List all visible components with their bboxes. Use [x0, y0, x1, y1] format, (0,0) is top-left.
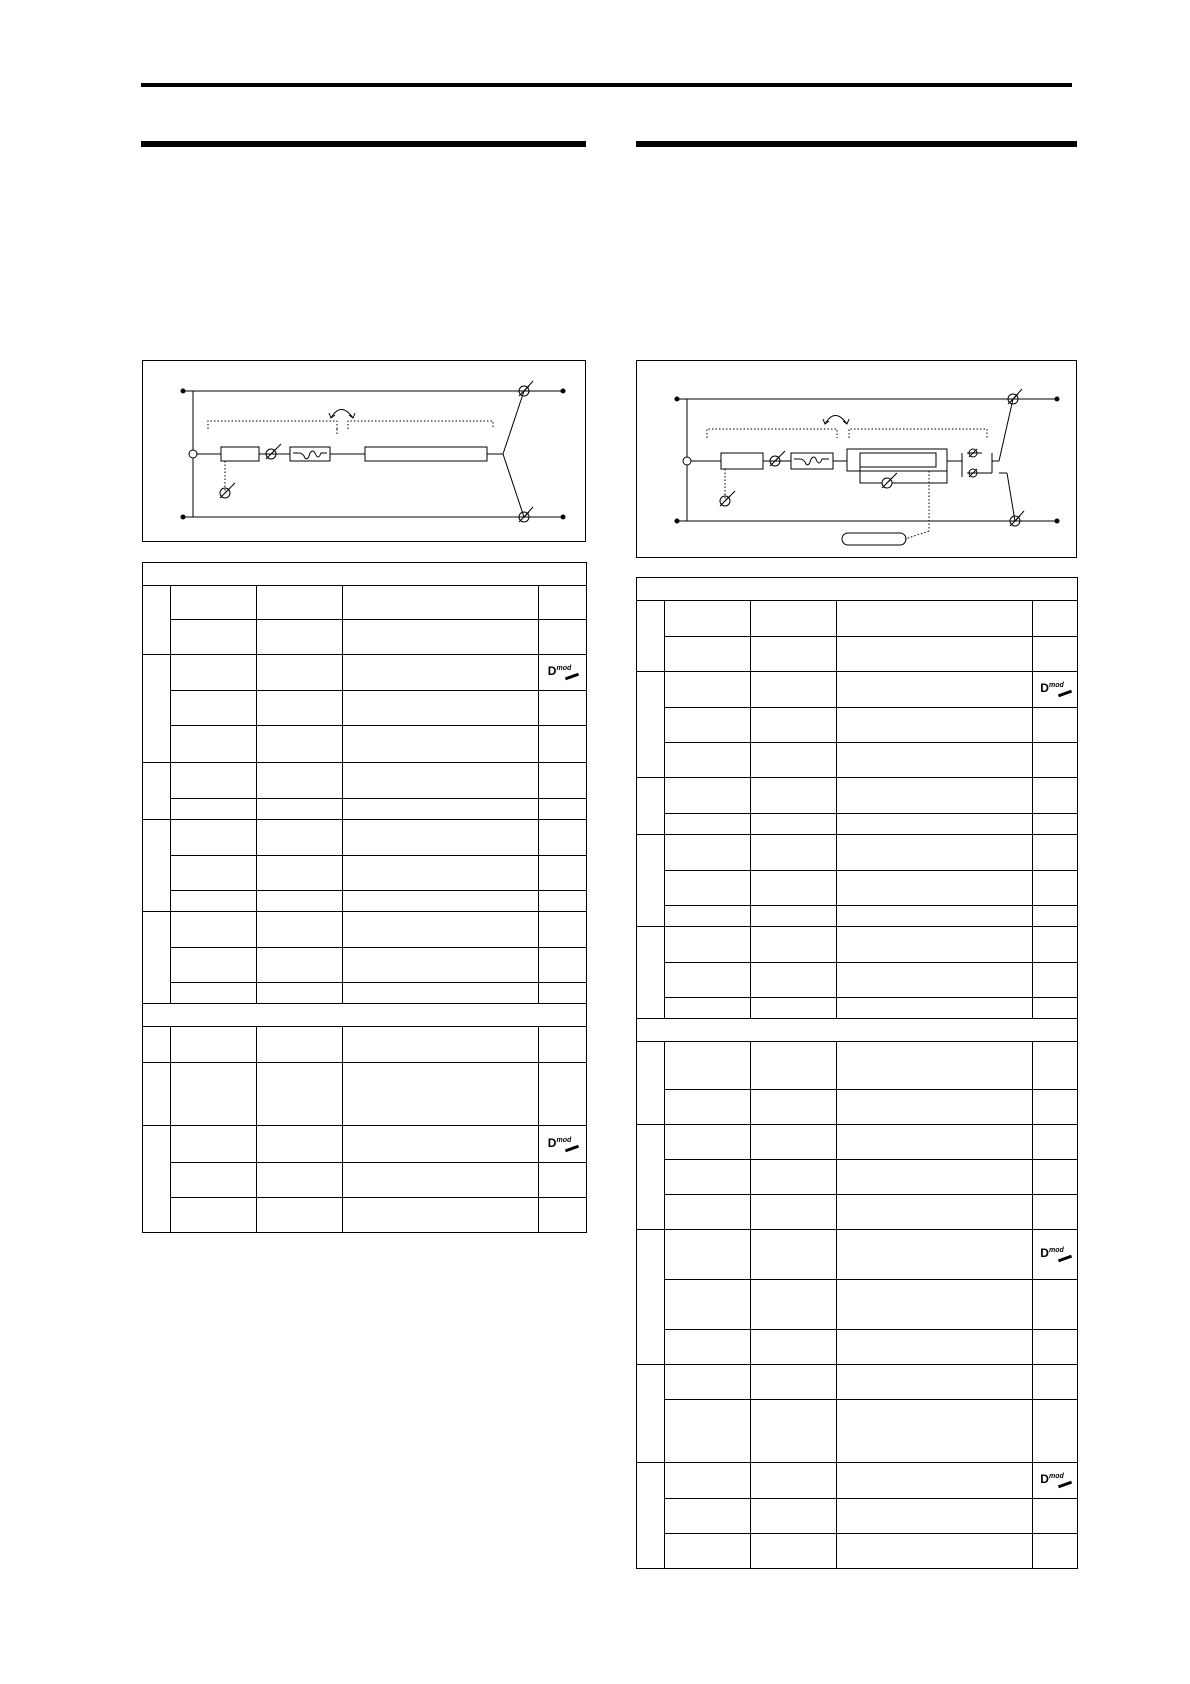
table-row: [637, 778, 1078, 814]
table-row: [143, 820, 587, 856]
table-row: [143, 856, 587, 891]
table-row: [637, 1463, 1078, 1499]
table-row: [637, 963, 1078, 998]
table-row: [637, 1195, 1078, 1230]
right-section-heading-rule: [636, 141, 1077, 147]
left-signal-flow-diagram: [142, 360, 586, 542]
table-row: [143, 1163, 587, 1198]
table-row: [143, 1198, 587, 1233]
table-row: [637, 1400, 1078, 1463]
table-row: [637, 1534, 1078, 1569]
table-row: [637, 672, 1078, 708]
left-parameter-table: [142, 562, 587, 1233]
right-signal-flow-diagram: [636, 360, 1077, 558]
table-row: [143, 726, 587, 763]
dmod-icon: $D^{mod}$: [1038, 1247, 1071, 1262]
table-row: [637, 601, 1078, 637]
table-row: [143, 1027, 587, 1063]
table-row: [143, 799, 587, 820]
table-row: [637, 1499, 1078, 1534]
table-row: [637, 814, 1078, 835]
table-row: [637, 637, 1078, 672]
table-section-header: [637, 1019, 1078, 1042]
table-row: [637, 1330, 1078, 1365]
table-row: [637, 927, 1078, 963]
left-diagram-svg: [143, 361, 587, 543]
table-row: [637, 1042, 1078, 1090]
left-section-heading-rule: [141, 141, 586, 147]
page-header-rule: [141, 83, 1072, 87]
table-row: [143, 763, 587, 799]
table-row: [637, 1125, 1078, 1160]
table-row: [637, 998, 1078, 1019]
table-row: [637, 1365, 1078, 1400]
right-diagram-svg: [637, 361, 1078, 559]
table-row: [143, 620, 587, 655]
table-row: [637, 906, 1078, 927]
table-section-header: [143, 1004, 587, 1027]
table-row: [637, 1280, 1078, 1330]
dmod-icon: $D^{mod}$: [1038, 682, 1071, 697]
dmod-icon: $D^{mod}$: [546, 1137, 579, 1152]
table-row: [637, 1230, 1078, 1280]
table-row: [143, 655, 587, 691]
table-row: [637, 1160, 1078, 1195]
table-row: [143, 891, 587, 912]
table-row: [143, 1063, 587, 1126]
table-row: [143, 691, 587, 726]
table-row: [143, 912, 587, 948]
table-row: [143, 1126, 587, 1163]
table-row: [637, 835, 1078, 871]
table-section-header: [143, 563, 587, 586]
table-row: [143, 948, 587, 983]
dmod-icon: $D^{mod}$: [546, 665, 579, 680]
table-row: [637, 1090, 1078, 1125]
table-section-header: [637, 578, 1078, 601]
table-row: [637, 871, 1078, 906]
table-row: [143, 983, 587, 1004]
table-row: [637, 743, 1078, 778]
right-parameter-table: [636, 577, 1078, 1569]
dmod-icon: $D^{mod}$: [1038, 1473, 1071, 1488]
table-row: [143, 586, 587, 620]
table-row: [637, 708, 1078, 743]
